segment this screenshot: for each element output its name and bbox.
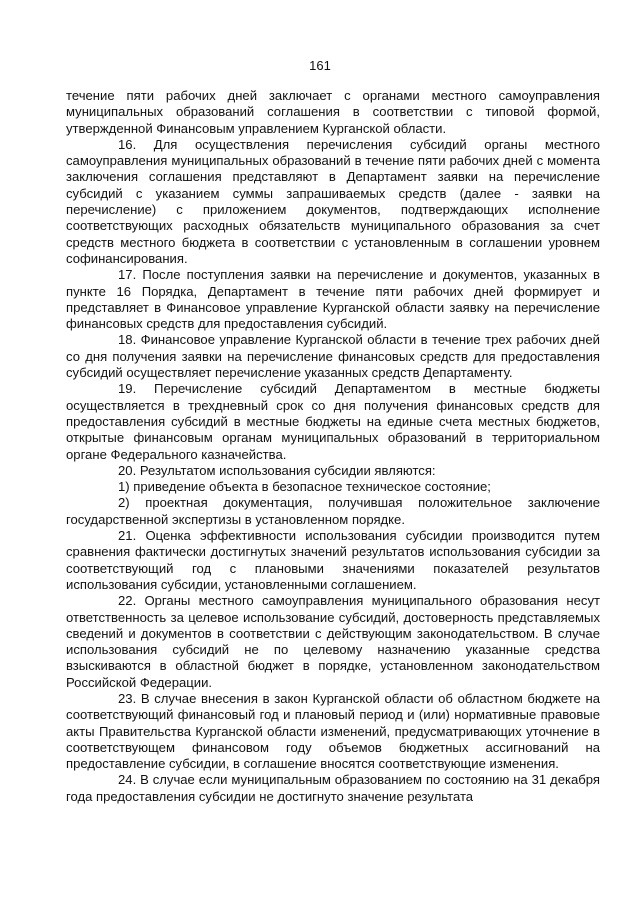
paragraph: 1) приведение объекта в безопасное техническое состояние; xyxy=(118,479,491,495)
paragraph: 20. Результатом использования субсидии являются: xyxy=(118,462,436,478)
document-body xyxy=(66,88,600,805)
paragraph: 22. Органы местного самоуправления муниципального образования несут ответственность за целевое использование субсидий, достоверность представляемых сведений и документов в соответствии с действующим законодательством. В случае использования субсидий не по целевому назначению указанные средства взыскиваются в областной бюджет в порядке, установленном законодательством Российской Федерации. xyxy=(66,593,600,690)
page-number: 161 xyxy=(309,58,331,73)
paragraph: 18. Финансовое управление Курганской области в течение трех рабочих дней со дня получения заявки на перечисление финансовых средств для предоставления субсидий осуществляет перечисление указанных средств Департаменту. xyxy=(66,332,600,381)
paragraph: 24. В случае если муниципальным образованием по состоянию на 31 декабря года предоставления субсидии не достигнуто значение результата xyxy=(66,772,600,804)
paragraph: 2) проектная документация, получившая положительное заключение государственной экспертизы в установленном порядке. xyxy=(66,495,600,527)
paragraph: 21. Оценка эффективности использования субсидии производится путем сравнения фактически достигнутых значений результатов использования субсидии за соответствующий год с плановыми значениями показателей результатов использования субсидии, установленными соглашением. xyxy=(66,528,600,592)
paragraph: 23. В случае внесения в закон Курганской области об областном бюджете на соответствующий финансовый год и плановый период и (или) нормативные правовые акты Правительства Курганской области изменений, предусматривающих уточнение в соответствующем финансовом году объемов бюджетных ассигнований на предоставление субсидии, в соглашение вносятся соответствующие изменения. xyxy=(66,690,600,772)
paragraph: течение пяти рабочих дней заключает с органами местного самоуправления муниципальных образований соглашения в соответствии с типовой формой, утвержденной Финансовым управлением Курганской области. xyxy=(66,88,600,136)
paragraph: 16. Для осуществления перечисления субсидий органы местного самоуправления муниципальных образований в течение пяти рабочих дней с момента заключения соглашения представляют в Департамент заявки на перечисление субсидий с указанием суммы запрашиваемых средств (далее - заявки на перечисление) с приложением документов, подтверждающих исполнение соответствующих расходных обязательств муниципального образования за счет средств местного бюджета в соответствии с установленным в соглашении уровнем софинансирования. xyxy=(66,136,600,266)
paragraph: 19. Перечисление субсидий Департаментом в местные бюджеты осуществляется в трехдневный срок со дня получения финансовых средств для предоставления субсидий в местные бюджеты на единые счета местных бюджетов, открытые финансовым органам муниципальных образований в территориальном органе Федерального казначейства. xyxy=(66,381,600,462)
paragraph: 17. После поступления заявки на перечисление и документов, указанных в пункте 16 Порядка, Департамент в течение пяти рабочих дней формирует и представляет в Финансовое управление Курганской области заявку на перечисление финансовых средств для предоставления субсидий. xyxy=(66,267,600,332)
